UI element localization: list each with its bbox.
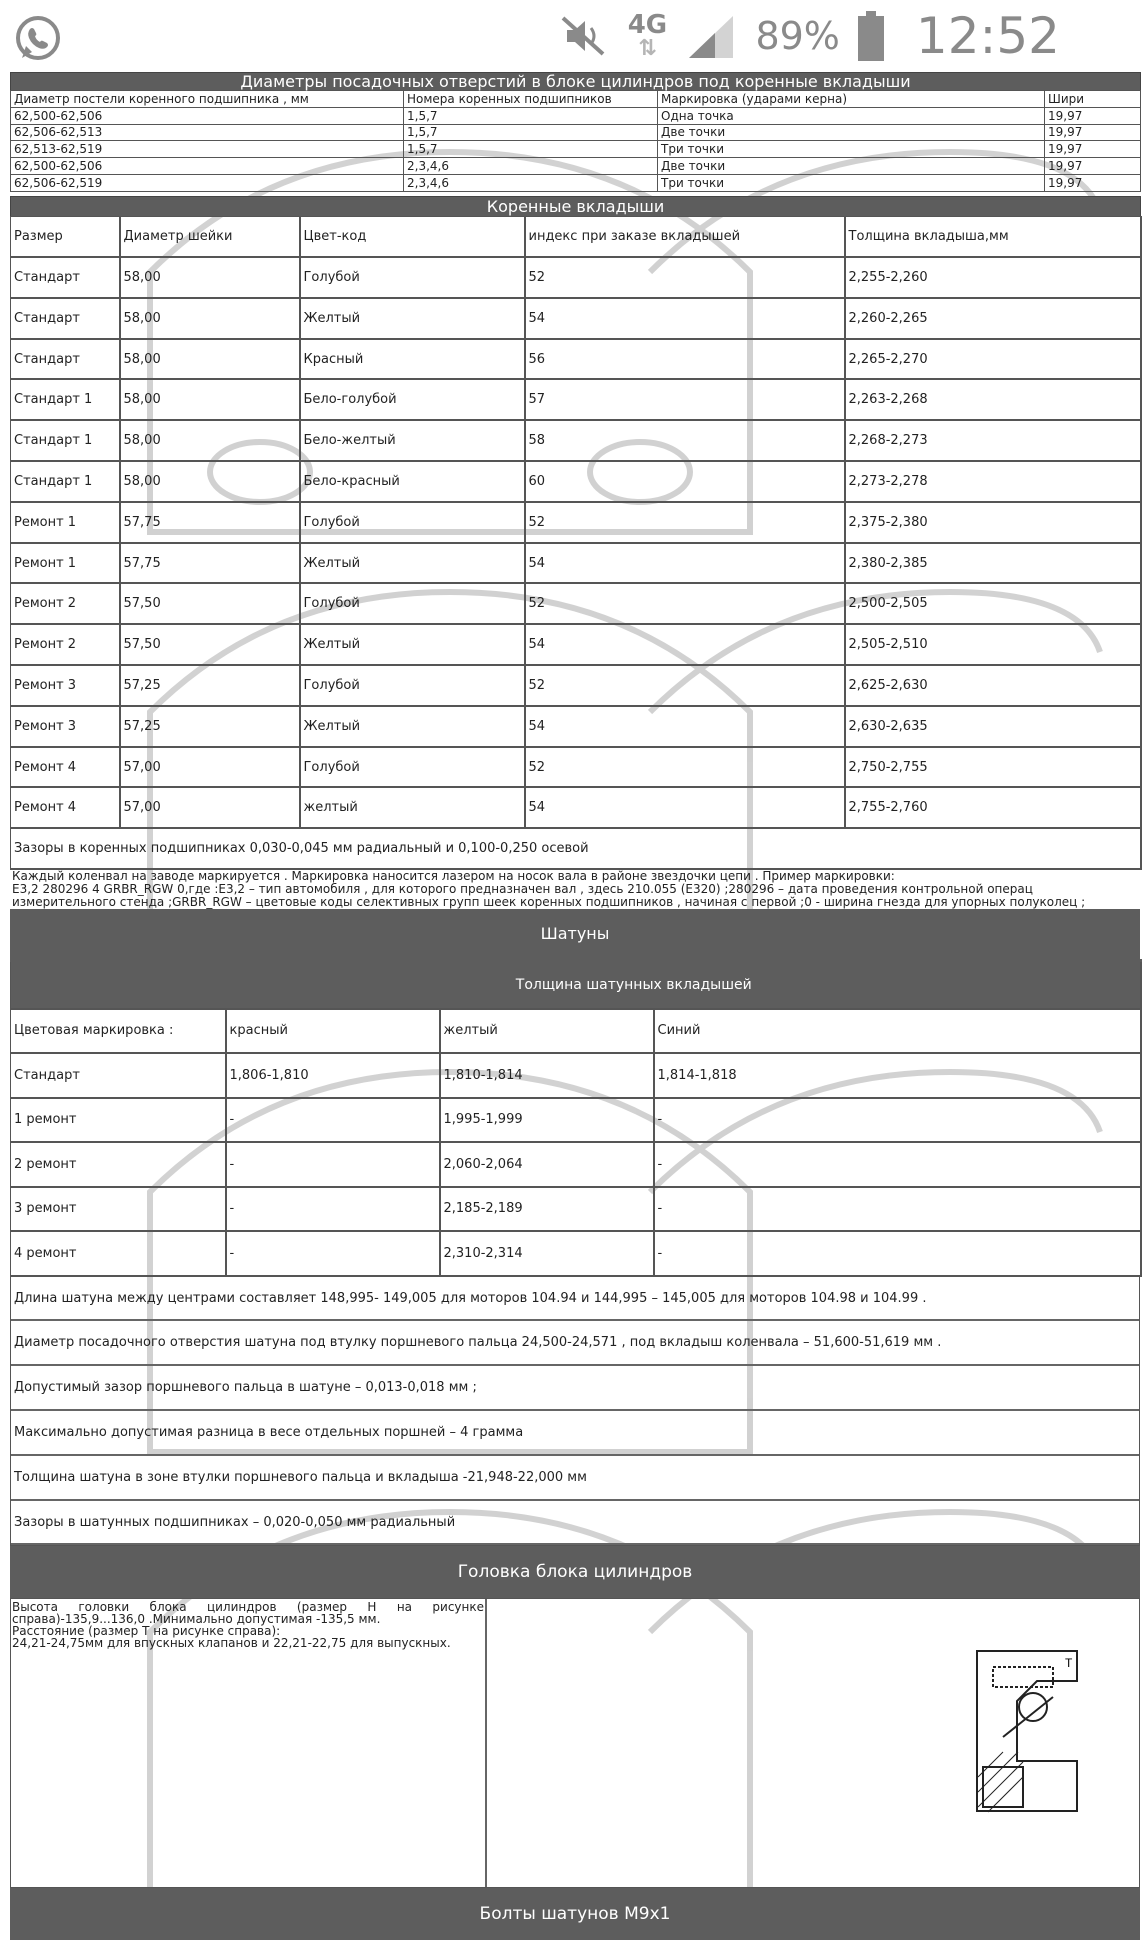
rod-info-list [10,1277,1140,1547]
column-header: Синий [654,1009,1141,1054]
cell: 2,273-2,278 [845,461,1141,502]
cell: 58,00 [120,420,300,461]
cylinder-head-block [10,1598,1140,1888]
cell: желтый [300,787,525,828]
cell: 2,500-2,505 [845,583,1141,624]
note-line: измерительного стенда ;GRBR_RGW – цветовые коды селективных групп шеек коренных подшипников , начиная с первой ;0 - ширина гнезда для упорных полуколец ; [12,895,1086,910]
table-row [11,502,1141,543]
note-line: Каждый коленвал на заводе маркируется . Маркировка наносится лазером на носок вала в районе звездочки цепи . Пример маркировки: [12,869,895,884]
cell: Ремонт 1 [11,502,120,543]
column-header: Цвет-код [300,216,525,257]
column-header: желтый [440,1009,654,1054]
head-text-line: Расстояние (размер T на рисунке справа): [12,1624,281,1639]
web-content[interactable] [0,71,1086,1925]
cell: Ремонт 1 [11,543,120,584]
cell: Желтый [300,543,525,584]
cell: Три точки [658,141,1045,158]
cell: 19,97 [1045,174,1141,191]
cell: 2,185-2,189 [440,1187,654,1232]
cell: 57,00 [120,787,300,828]
cell: 58,00 [120,379,300,420]
cell: Голубой [300,583,525,624]
table-row [11,706,1141,747]
cell: - [226,1098,440,1143]
cell: 62,500-62,506 [11,107,404,124]
cell: Ремонт 4 [11,787,120,828]
cell: 2,310-2,314 [440,1231,654,1276]
cell: Стандарт 1 [11,379,120,420]
table-row [11,624,1141,665]
network-indicator [627,8,667,64]
cell: 57,25 [120,665,300,706]
table-footer-row [11,828,1141,869]
status-bar [0,0,1080,72]
table-row [11,665,1141,706]
table-header-row [11,216,1141,257]
clock: 12:52 [915,7,1060,65]
cell: 19,97 [1045,141,1141,158]
mute-icon [557,14,609,58]
bearing-bores-title: Диаметры посадочных отверстий в блоке цилиндров под коренные вкладыши [240,71,911,91]
cell: 58,00 [120,257,300,298]
whatsapp-icon [12,12,64,64]
rod-bearings-title: Толщина шатунных вкладышей [11,961,1141,1009]
cell: 54 [525,543,845,584]
column-header: Диаметр постели коренного подшипника , мм [11,91,404,108]
table-row [11,158,1141,175]
cell: - [654,1187,1141,1232]
cell: 2 ремонт [11,1142,226,1187]
table-row [11,124,1141,141]
info-row: Максимально допустимая разница в весе отдельных поршней – 4 грамма [11,1411,1139,1456]
cell: 1,814-1,818 [654,1053,1141,1098]
table-row [11,379,1141,420]
cell: 19,97 [1045,124,1141,141]
cell: 62,506-62,513 [11,124,404,141]
cell: 52 [525,665,845,706]
cell: 19,97 [1045,158,1141,175]
cell: Бело-желтый [300,420,525,461]
table-row [11,1053,1141,1098]
cell: Стандарт 1 [11,461,120,502]
cell: 52 [525,747,845,788]
column-header: Шири [1045,91,1141,108]
cell: Три точки [658,174,1045,191]
cell: Желтый [300,706,525,747]
rods-section-title: Шатуны [10,909,1140,959]
cell: 58,00 [120,461,300,502]
cell: Красный [300,339,525,380]
cylinder-head-section-title: Головка блока цилиндров [10,1546,1140,1598]
cell: 56 [525,339,845,380]
cell: Ремонт 2 [11,583,120,624]
table-row [11,461,1141,502]
cell: - [654,1142,1141,1187]
cell: Ремонт 3 [11,665,120,706]
table-row [11,543,1141,584]
table-row [11,1231,1141,1276]
data-arrows-icon: ⇅ [638,36,657,61]
cell: 1 ремонт [11,1098,226,1143]
cell: 57,75 [120,543,300,584]
cell: 2,3,4,6 [404,174,658,191]
cell: 60 [525,461,845,502]
cell: 2,625-2,630 [845,665,1141,706]
cell: 52 [525,257,845,298]
table-row [11,339,1141,380]
cell: Голубой [300,665,525,706]
network-type: 4G [627,10,668,40]
main-bearings-table [10,196,1142,870]
cell: Стандарт [11,257,120,298]
cell: 4 ремонт [11,1231,226,1276]
cell: Ремонт 2 [11,624,120,665]
table-header-row [11,91,1141,108]
table-row [11,141,1141,158]
battery-percent: 89% [755,14,840,58]
main-bearings-clearance: Зазоры в коренных подшипниках 0,030-0,045 мм радиальный и 0,100-0,250 осевой [11,828,1141,869]
table-row [11,107,1141,124]
rod-bolts-section-title: Болты шатунов M9x1 [10,1888,1140,1940]
cell: 2,505-2,510 [845,624,1141,665]
column-header: Номера коренных подшипников [404,91,658,108]
cell: Голубой [300,257,525,298]
info-row: Диаметр посадочного отверстия шатуна под втулку поршневого пальца 24,500-24,571 , под вкладыш коленвала – 51,600-51,619 мм . [11,1321,1139,1366]
cell: Бело-голубой [300,379,525,420]
cell: Ремонт 3 [11,706,120,747]
table-row [11,257,1141,298]
dimension-label: T [1065,1656,1073,1671]
cell: 1,5,7 [404,141,658,158]
cell: - [654,1231,1141,1276]
table-row [11,298,1141,339]
cell: 57,50 [120,624,300,665]
column-header: Толщина вкладыша,мм [845,216,1141,257]
info-row: Зазоры в шатунных подшипниках – 0,020-0,050 мм радиальный [11,1501,1139,1546]
cell: Две точки [658,158,1045,175]
cell: 3 ремонт [11,1187,226,1232]
cell: 1,810-1,814 [440,1053,654,1098]
info-row: Длина шатуна между центрами составляет 148,995- 149,005 для моторов 104.94 и 144,995 – 145,005 для моторов 104.98 и 104.99 . [11,1277,1139,1322]
cell: 2,255-2,260 [845,257,1141,298]
cell: 58 [525,420,845,461]
table-row [11,1098,1141,1143]
cell: Желтый [300,624,525,665]
column-header: Маркировка (ударами керна) [658,91,1045,108]
column-header: Диаметр шейки [120,216,300,257]
bearing-bores-table [10,72,1141,192]
table-row [11,583,1141,624]
battery-icon [858,11,884,61]
table-row [11,420,1141,461]
cell: Стандарт 1 [11,420,120,461]
column-header: индекс при заказе вкладышей [525,216,845,257]
cell: Стандарт [11,339,120,380]
cell: 62,500-62,506 [11,158,404,175]
rod-bearings-table [10,959,1142,1277]
cell: - [226,1142,440,1187]
cell: Стандарт [11,1053,226,1098]
cell: Стандарт [11,298,120,339]
cell: Бело-красный [300,461,525,502]
cell: 54 [525,706,845,747]
cell: 57,25 [120,706,300,747]
cell: 2,3,4,6 [404,158,658,175]
cell: 58,00 [120,339,300,380]
head-text-line: Высота головки блока цилиндров (размер H на рисунке справа)-135,9...136,0 .Минимально допустимая -135,5 мм. [12,1600,484,1627]
cell: Голубой [300,502,525,543]
cell: 54 [525,624,845,665]
cell: - [226,1231,440,1276]
column-header: красный [226,1009,440,1054]
cell: 62,513-62,519 [11,141,404,158]
note-line: Е3,2 280296 4 GRBR_RGW 0,где :Е3,2 – тип автомобиля , для которого предназначен вал , здесь 210.055 (Е320) ;280296 – дата проведения контрольной операц [12,882,1033,897]
cell: 2,260-2,265 [845,298,1141,339]
cell: 58,00 [120,298,300,339]
column-header: Размер [11,216,120,257]
cylinder-head-diagram [973,1647,1103,1817]
table-row [11,1142,1141,1187]
cell: 1,5,7 [404,107,658,124]
cell: 54 [525,298,845,339]
cell: 54 [525,787,845,828]
cell: Ремонт 4 [11,747,120,788]
cell: 2,268-2,273 [845,420,1141,461]
cell: 57,00 [120,747,300,788]
cell: 1,995-1,999 [440,1098,654,1143]
table-row [11,787,1141,828]
cell: 62,506-62,519 [11,174,404,191]
cell: 1,806-1,810 [226,1053,440,1098]
cell: 19,97 [1045,107,1141,124]
cylinder-head-text [11,1599,487,1887]
cell: 57,50 [120,583,300,624]
cell: 2,630-2,635 [845,706,1141,747]
cell: 57 [525,379,845,420]
table-row [11,1187,1141,1232]
head-text-line: 24,21-24,75мм для впускных клапанов и 22,21-22,75 для выпускных. [12,1636,451,1651]
cell: - [654,1098,1141,1143]
cell: Голубой [300,747,525,788]
cell: 2,750-2,755 [845,747,1141,788]
info-row: Допустимый зазор поршневого пальца в шатуне – 0,013-0,018 мм ; [11,1366,1139,1411]
main-bearings-title: Коренные вкладыши [11,196,1141,216]
cell: 52 [525,583,845,624]
table-row [11,747,1141,788]
cell: 1,5,7 [404,124,658,141]
cell: - [226,1187,440,1232]
table-header-row [11,1009,1141,1054]
cell: Две точки [658,124,1045,141]
cell: 52 [525,502,845,543]
signal-icon [685,12,737,60]
cell: 2,755-2,760 [845,787,1141,828]
cell: 2,265-2,270 [845,339,1141,380]
cell: 2,060-2,064 [440,1142,654,1187]
cell: 57,75 [120,502,300,543]
cell: 2,375-2,380 [845,502,1141,543]
cell: Одна точка [658,107,1045,124]
cell: 2,263-2,268 [845,379,1141,420]
column-header: Цветовая маркировка : [11,1009,226,1054]
marking-note [10,870,1140,909]
info-row: Толщина шатуна в зоне втулки поршневого пальца и вкладыша -21,948-22,000 мм [11,1456,1139,1501]
cell: 2,380-2,385 [845,543,1141,584]
page-body [10,72,1140,1940]
cell: Желтый [300,298,525,339]
table-row [11,174,1141,191]
